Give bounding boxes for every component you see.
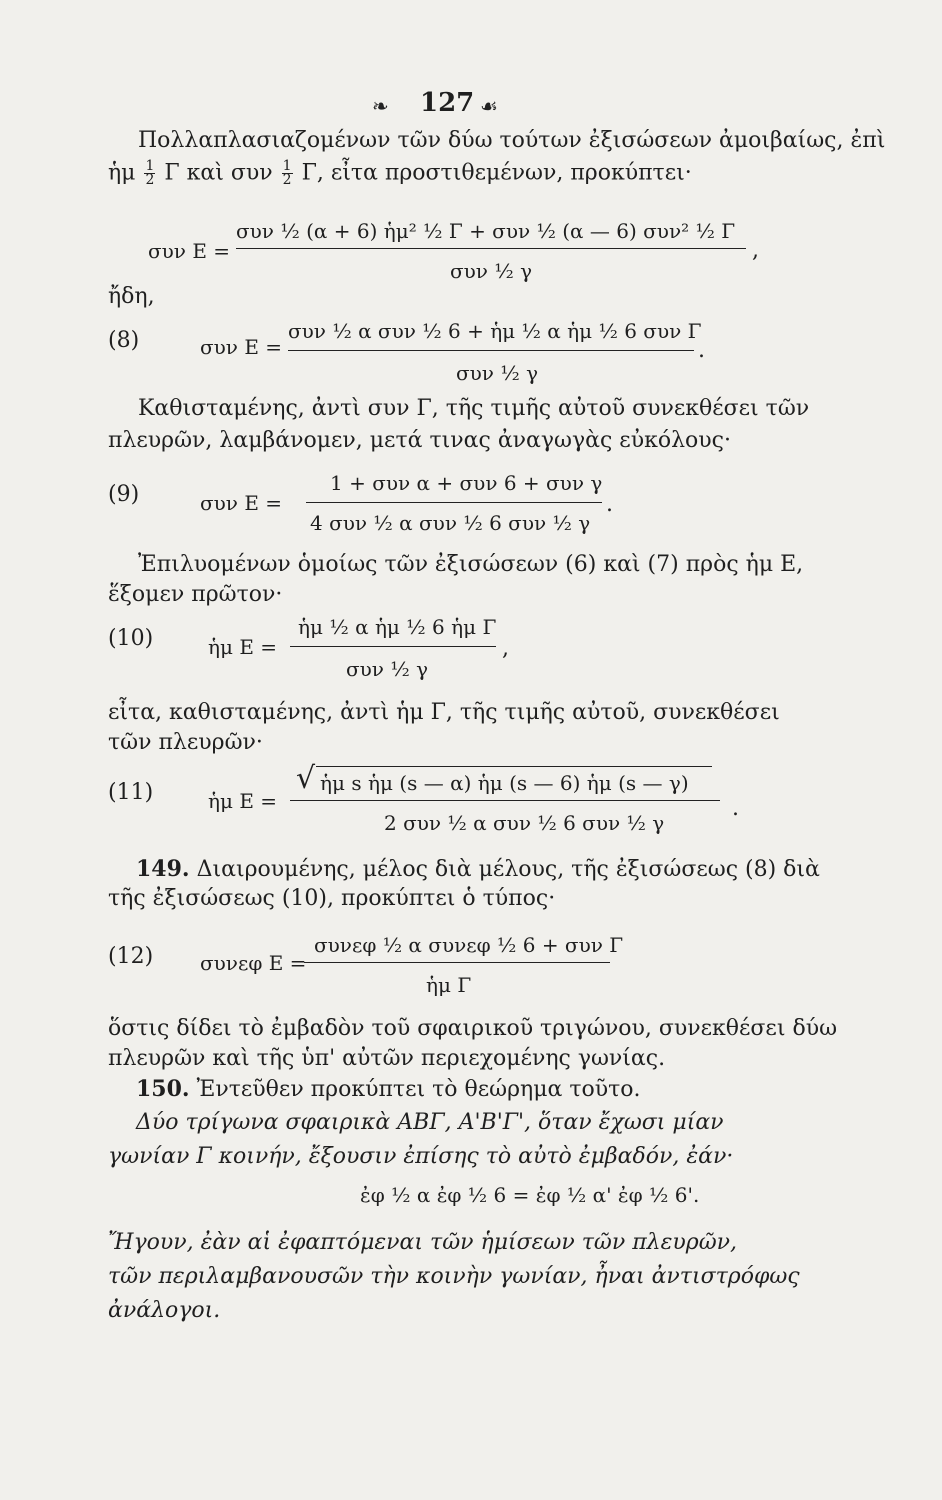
section-150-line [136, 1076, 641, 1103]
eq11-fraction-bar [290, 800, 720, 801]
eq10-numerator: ἡμ ½ α ἡμ ½ 6 ἡμ Γ [298, 615, 497, 639]
eq12-denominator: ἡμ Γ [426, 973, 472, 997]
eq11-denominator: 2 συν ½ α συν ½ 6 συν ½ γ [384, 811, 665, 835]
page-number: 127 [420, 88, 475, 118]
section-149-line-2: τῆς ἐξισώσεως (10), προκύπτει ὁ τύπος· [108, 886, 556, 911]
intro-rest: Γ, εἶτα προστιθεμένων, προκύπτει· [301, 160, 692, 186]
conclusion-line-2: τῶν περιλαμβανουσῶν τὴν κοινὴν γωνίαν, ἦναι ἀντιστρόφως [108, 1264, 800, 1289]
eq9-fraction-bar [306, 502, 602, 503]
eq11-label: (11) [108, 780, 154, 805]
square-root-icon: √ [296, 761, 316, 796]
eq8-numerator: συν ½ α συν ½ 6 + ἡμ ½ α ἡμ ½ 6 συν Γ [288, 319, 702, 343]
section-149-number: 149. [136, 856, 190, 882]
eq9-label: (9) [108, 482, 140, 507]
fleuron-left-icon: ❧ [372, 94, 389, 118]
intro-kai-syn: Γ καὶ συν [164, 160, 273, 186]
eq12-fraction-bar [304, 962, 610, 963]
eq8-label: (8) [108, 328, 140, 353]
section-149-line-1 [136, 856, 820, 883]
para2-line-1: Καθισταμένης, ἀντὶ συν Γ, τῆς τιμῆς αὐτοῦ συνεκθέσει τῶν [138, 396, 810, 421]
eq12-label: (12) [108, 944, 154, 969]
eq9-denominator: 4 συν ½ α συν ½ 6 συν ½ γ [310, 511, 591, 535]
eq8-dot: . [698, 338, 705, 363]
square-root-overline [316, 766, 712, 767]
section-150-text: Ἐντεῦθεν προκύπτει τὸ θεώρημα τοῦτο. [196, 1077, 641, 1102]
theorem-line-1: Δύο τρίγωνα σφαιρικὰ ΑΒΓ, Α'Β'Γ', ὅταν ἔχωσι μίαν [136, 1110, 724, 1135]
para3-line-1: Ἐπιλυομένων ὁμοίως τῶν ἐξισώσεων (6) καὶ (7) πρὸς ἡμ E, [138, 552, 804, 577]
theorem-equation: ἐφ ½ α ἐφ ½ 6 = ἐφ ½ α' ἐφ ½ 6'. [360, 1183, 700, 1207]
conclusion-line-3: ἀνάλογοι. [108, 1298, 221, 1323]
eq10-label: (10) [108, 626, 154, 651]
intro-line-1: Πολλαπλασιαζομένων τῶν δύω τούτων ἐξισώσεων ἀμοιβαίως, ἐπὶ [138, 128, 886, 153]
para5-line-1: ὅστις δίδει τὸ ἐμβαδὸν τοῦ σφαιρικοῦ τριγώνου, συνεκθέσει δύω [108, 1016, 838, 1041]
eq7-numerator: συν ½ (α + 6) ἡμ² ½ Γ + συν ½ (α — 6) συν² ½ Γ [236, 219, 736, 243]
eq7-denominator: συν ½ γ [450, 259, 533, 283]
eq7-comma: , [752, 238, 759, 263]
half-fraction: $\frac{1}{2}$ [282, 158, 292, 188]
eq9-lhs: συν E = [200, 491, 283, 515]
eq12-lhs: συνεφ E = [200, 951, 307, 975]
eq10-denominator: συν ½ γ [346, 657, 429, 681]
section-150-number: 150. [136, 1076, 190, 1102]
conclusion-line-1: Ἤγουν, ἐὰν αἱ ἐφαπτόμεναι τῶν ἡμίσεων τῶν πλευρῶν, [108, 1230, 738, 1255]
eq8-denominator: συν ½ γ [456, 361, 539, 385]
para3-line-2: ἕξομεν πρῶτον· [108, 582, 283, 607]
eq9-dot: . [606, 492, 613, 517]
eq10-fraction-bar [290, 646, 496, 647]
section-149-text: Διαιρουμένης, μέλος διὰ μέλους, τῆς ἐξισώσεως (8) διὰ [196, 857, 820, 882]
eq10-comma: , [502, 636, 509, 661]
para5-line-2: πλευρῶν καὶ τῆς ὑπ' αὐτῶν περιεχομένης γωνίας. [108, 1046, 666, 1071]
para4-line-1: εἶτα, καθισταμένης, ἀντὶ ἡμ Γ, τῆς τιμῆς αὐτοῦ, συνεκθέσει [108, 700, 780, 725]
eq11-dot: . [732, 796, 739, 821]
ede-word: ἤδη, [108, 284, 155, 309]
eq8-fraction-bar [288, 350, 694, 351]
para2-line-2: πλευρῶν, λαμβάνομεν, μετά τινας ἀναγωγὰς εὐκόλους· [108, 428, 731, 453]
eq12-numerator: συνεφ ½ α συνεφ ½ 6 + συν Γ [314, 933, 624, 957]
eq11-numerator: ἡμ s ἡμ (s — α) ἡμ (s — 6) ἡμ (s — γ) [320, 771, 689, 795]
intro-hm: ἡμ [108, 160, 136, 186]
eq7-lhs: συν E = [148, 239, 231, 263]
eq7-fraction-bar [236, 248, 746, 249]
half-fraction: $\frac{1}{2}$ [145, 158, 155, 188]
eq8-lhs: συν E = [200, 335, 283, 359]
theorem-line-2: γωνίαν Γ κοινήν, ἔξουσιν ἐπίσης τὸ αὐτὸ ἐμβαδόν, ἐάν· [108, 1144, 734, 1169]
eq10-lhs: ἡμ E = [208, 635, 278, 659]
eq11-lhs: ἡμ E = [208, 789, 278, 813]
fleuron-right-icon: ☙ [480, 94, 498, 118]
eq9-numerator: 1 + συν α + συν 6 + συν γ [330, 471, 603, 495]
intro-line-2 [108, 160, 692, 187]
para4-line-2: τῶν πλευρῶν· [108, 730, 263, 755]
